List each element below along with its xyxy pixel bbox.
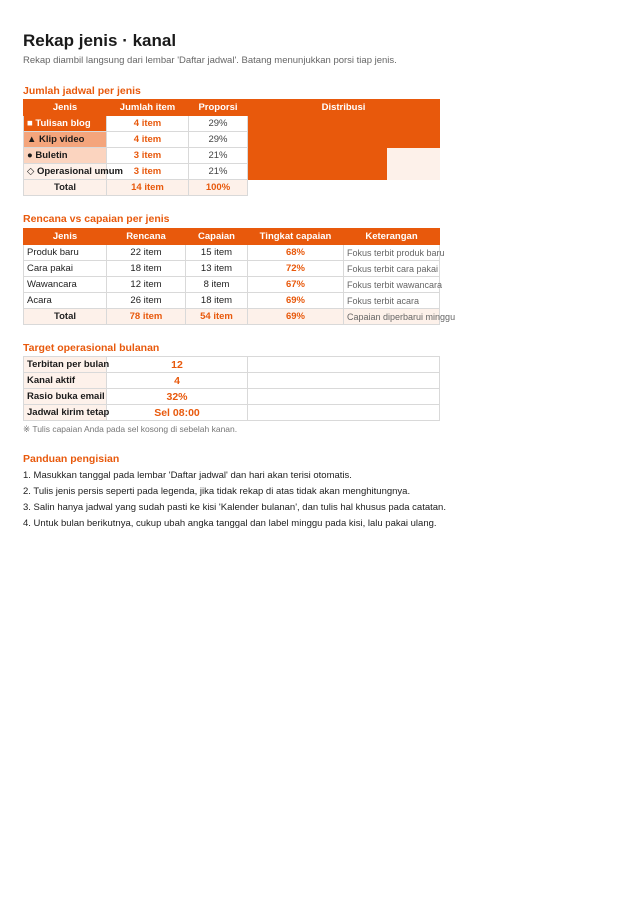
total-row [24, 309, 440, 325]
table-row [24, 116, 440, 132]
target-label: Rasio buka email [24, 389, 107, 405]
rate-cell[interactable]: 67% [248, 277, 344, 293]
section-heading-target: Target operasional bulanan [23, 342, 160, 354]
table-header-row [24, 229, 440, 245]
count-cell[interactable]: 4 item [107, 132, 189, 148]
col-header-jenis: Jenis [24, 100, 107, 116]
distribution-bar [248, 132, 440, 148]
jenis-cell[interactable]: Wawancara [24, 277, 107, 293]
empty-cell [248, 180, 440, 196]
target-label: Kanal aktif [24, 373, 107, 389]
table-row [24, 357, 440, 373]
rate-cell[interactable]: 69% [248, 293, 344, 309]
col-header-distribution: Distribusi [248, 100, 440, 116]
list-item: 2. Tulis jenis persis seperti pada legenda, jika tidak rekap di atas tidak akan menghitungnya. [23, 486, 411, 497]
table-row [24, 373, 440, 389]
row-label-buletin[interactable]: ● Buletin [24, 148, 107, 164]
target-table [23, 356, 440, 421]
target-value[interactable]: 4 [107, 373, 248, 389]
note-cell[interactable]: Fokus terbit produk baru [344, 245, 440, 261]
col-header-plan: Rencana [107, 229, 186, 245]
distribution-bar-remainder [387, 164, 440, 180]
note-cell[interactable]: Fokus terbit cara pakai [344, 261, 440, 277]
count-cell[interactable]: 4 item [107, 116, 189, 132]
table-row [24, 261, 440, 277]
distribution-bar [248, 164, 387, 180]
col-header-share: Proporsi [189, 100, 248, 116]
count-cell[interactable]: 3 item [107, 164, 189, 180]
actual-cell[interactable]: 18 item [186, 293, 248, 309]
table-row [24, 293, 440, 309]
target-footnote: ※ Tulis capaian Anda pada sel kosong di sebelah kanan. [23, 424, 238, 434]
jenis-cell[interactable]: Cara pakai [24, 261, 107, 277]
rate-cell[interactable]: 72% [248, 261, 344, 277]
col-header-actual: Capaian [186, 229, 248, 245]
share-cell[interactable]: 21% [189, 164, 248, 180]
row-label-blog[interactable]: ■ Tulisan blog [24, 116, 107, 132]
target-input-cell[interactable] [248, 373, 440, 389]
plan-cell[interactable]: 26 item [107, 293, 186, 309]
count-table [23, 99, 440, 196]
list-item: 4. Untuk bulan berikutnya, cukup ubah angka tanggal dan label minggu pada kisi, lalu pakai ulang. [23, 518, 437, 529]
jenis-cell[interactable]: Acara [24, 293, 107, 309]
jenis-cell[interactable]: Produk baru [24, 245, 107, 261]
distribution-bar [248, 148, 387, 164]
guide-list [23, 468, 446, 532]
target-input-cell[interactable] [248, 357, 440, 373]
distribution-bar-cell [248, 164, 440, 180]
plan-cell[interactable]: 22 item [107, 245, 186, 261]
actual-cell[interactable]: 15 item [186, 245, 248, 261]
total-plan[interactable]: 78 item [107, 309, 186, 325]
list-item: 3. Salin hanya jadwal yang sudah pasti ke kisi 'Kalender bulanan', dan tulis hal khusus pada catatan. [23, 502, 446, 513]
total-rate[interactable]: 69% [248, 309, 344, 325]
total-label[interactable]: Total [24, 309, 107, 325]
share-cell[interactable]: 21% [189, 148, 248, 164]
share-cell[interactable]: 29% [189, 132, 248, 148]
count-cell[interactable]: 3 item [107, 148, 189, 164]
diamond-icon: ◇ [27, 166, 35, 177]
total-row [24, 180, 440, 196]
list-item: 1. Masukkan tanggal pada lembar 'Daftar jadwal' dan hari akan terisi otomatis. [23, 470, 352, 481]
circle-icon: ● [27, 150, 33, 161]
total-count[interactable]: 14 item [107, 180, 189, 196]
target-value[interactable]: 32% [107, 389, 248, 405]
plan-cell[interactable]: 18 item [107, 261, 186, 277]
plan-cell[interactable]: 12 item [107, 277, 186, 293]
table-row [24, 277, 440, 293]
target-value[interactable]: Sel 08:00 [107, 405, 248, 421]
page-title: Rekap jenis · kanal [23, 31, 177, 50]
distribution-bar-cell [248, 132, 440, 148]
col-header-note: Keterangan [344, 229, 440, 245]
col-header-rate: Tingkat capaian [248, 229, 344, 245]
target-value[interactable]: 12 [107, 357, 248, 373]
target-input-cell[interactable] [248, 405, 440, 421]
total-note[interactable]: Capaian diperbarui minggu [344, 309, 440, 325]
total-label[interactable]: Total [24, 180, 107, 196]
table-row [24, 245, 440, 261]
target-input-cell[interactable] [248, 389, 440, 405]
section-heading-plan: Rencana vs capaian per jenis [23, 213, 170, 225]
distribution-bar-cell [248, 148, 440, 164]
target-label: Terbitan per bulan [24, 357, 107, 373]
table-row [24, 405, 440, 421]
share-cell[interactable]: 29% [189, 116, 248, 132]
plan-table [23, 228, 456, 325]
square-icon: ■ [27, 118, 33, 129]
distribution-bar [248, 116, 440, 132]
section-heading-guide: Panduan pengisian [23, 453, 120, 465]
table-row [24, 132, 440, 148]
total-share[interactable]: 100% [189, 180, 248, 196]
col-header-jenis: Jenis [24, 229, 107, 245]
distribution-bar-remainder [387, 148, 440, 164]
target-label: Jadwal kirim tetap [24, 405, 107, 421]
table-row [24, 389, 440, 405]
actual-cell[interactable]: 8 item [186, 277, 248, 293]
table-header-row [24, 100, 440, 116]
note-cell[interactable]: Fokus terbit acara [344, 293, 440, 309]
total-actual[interactable]: 54 item [186, 309, 248, 325]
row-label-umum[interactable]: ◇ Operasional umum [24, 164, 107, 180]
page-subtitle: Rekap diambil langsung dari lembar 'Daftar jadwal'. Batang menunjukkan porsi tiap jenis. [23, 55, 397, 66]
distribution-bar-cell [248, 116, 440, 132]
rate-cell[interactable]: 68% [248, 245, 344, 261]
triangle-icon: ▲ [27, 134, 37, 145]
table-row [24, 164, 440, 180]
col-header-count: Jumlah item [107, 100, 189, 116]
section-heading-count: Jumlah jadwal per jenis [23, 85, 141, 97]
row-label-video[interactable]: ▲ Klip video [24, 132, 107, 148]
note-cell[interactable]: Fokus terbit wawancara [344, 277, 440, 293]
table-row [24, 148, 440, 164]
actual-cell[interactable]: 13 item [186, 261, 248, 277]
